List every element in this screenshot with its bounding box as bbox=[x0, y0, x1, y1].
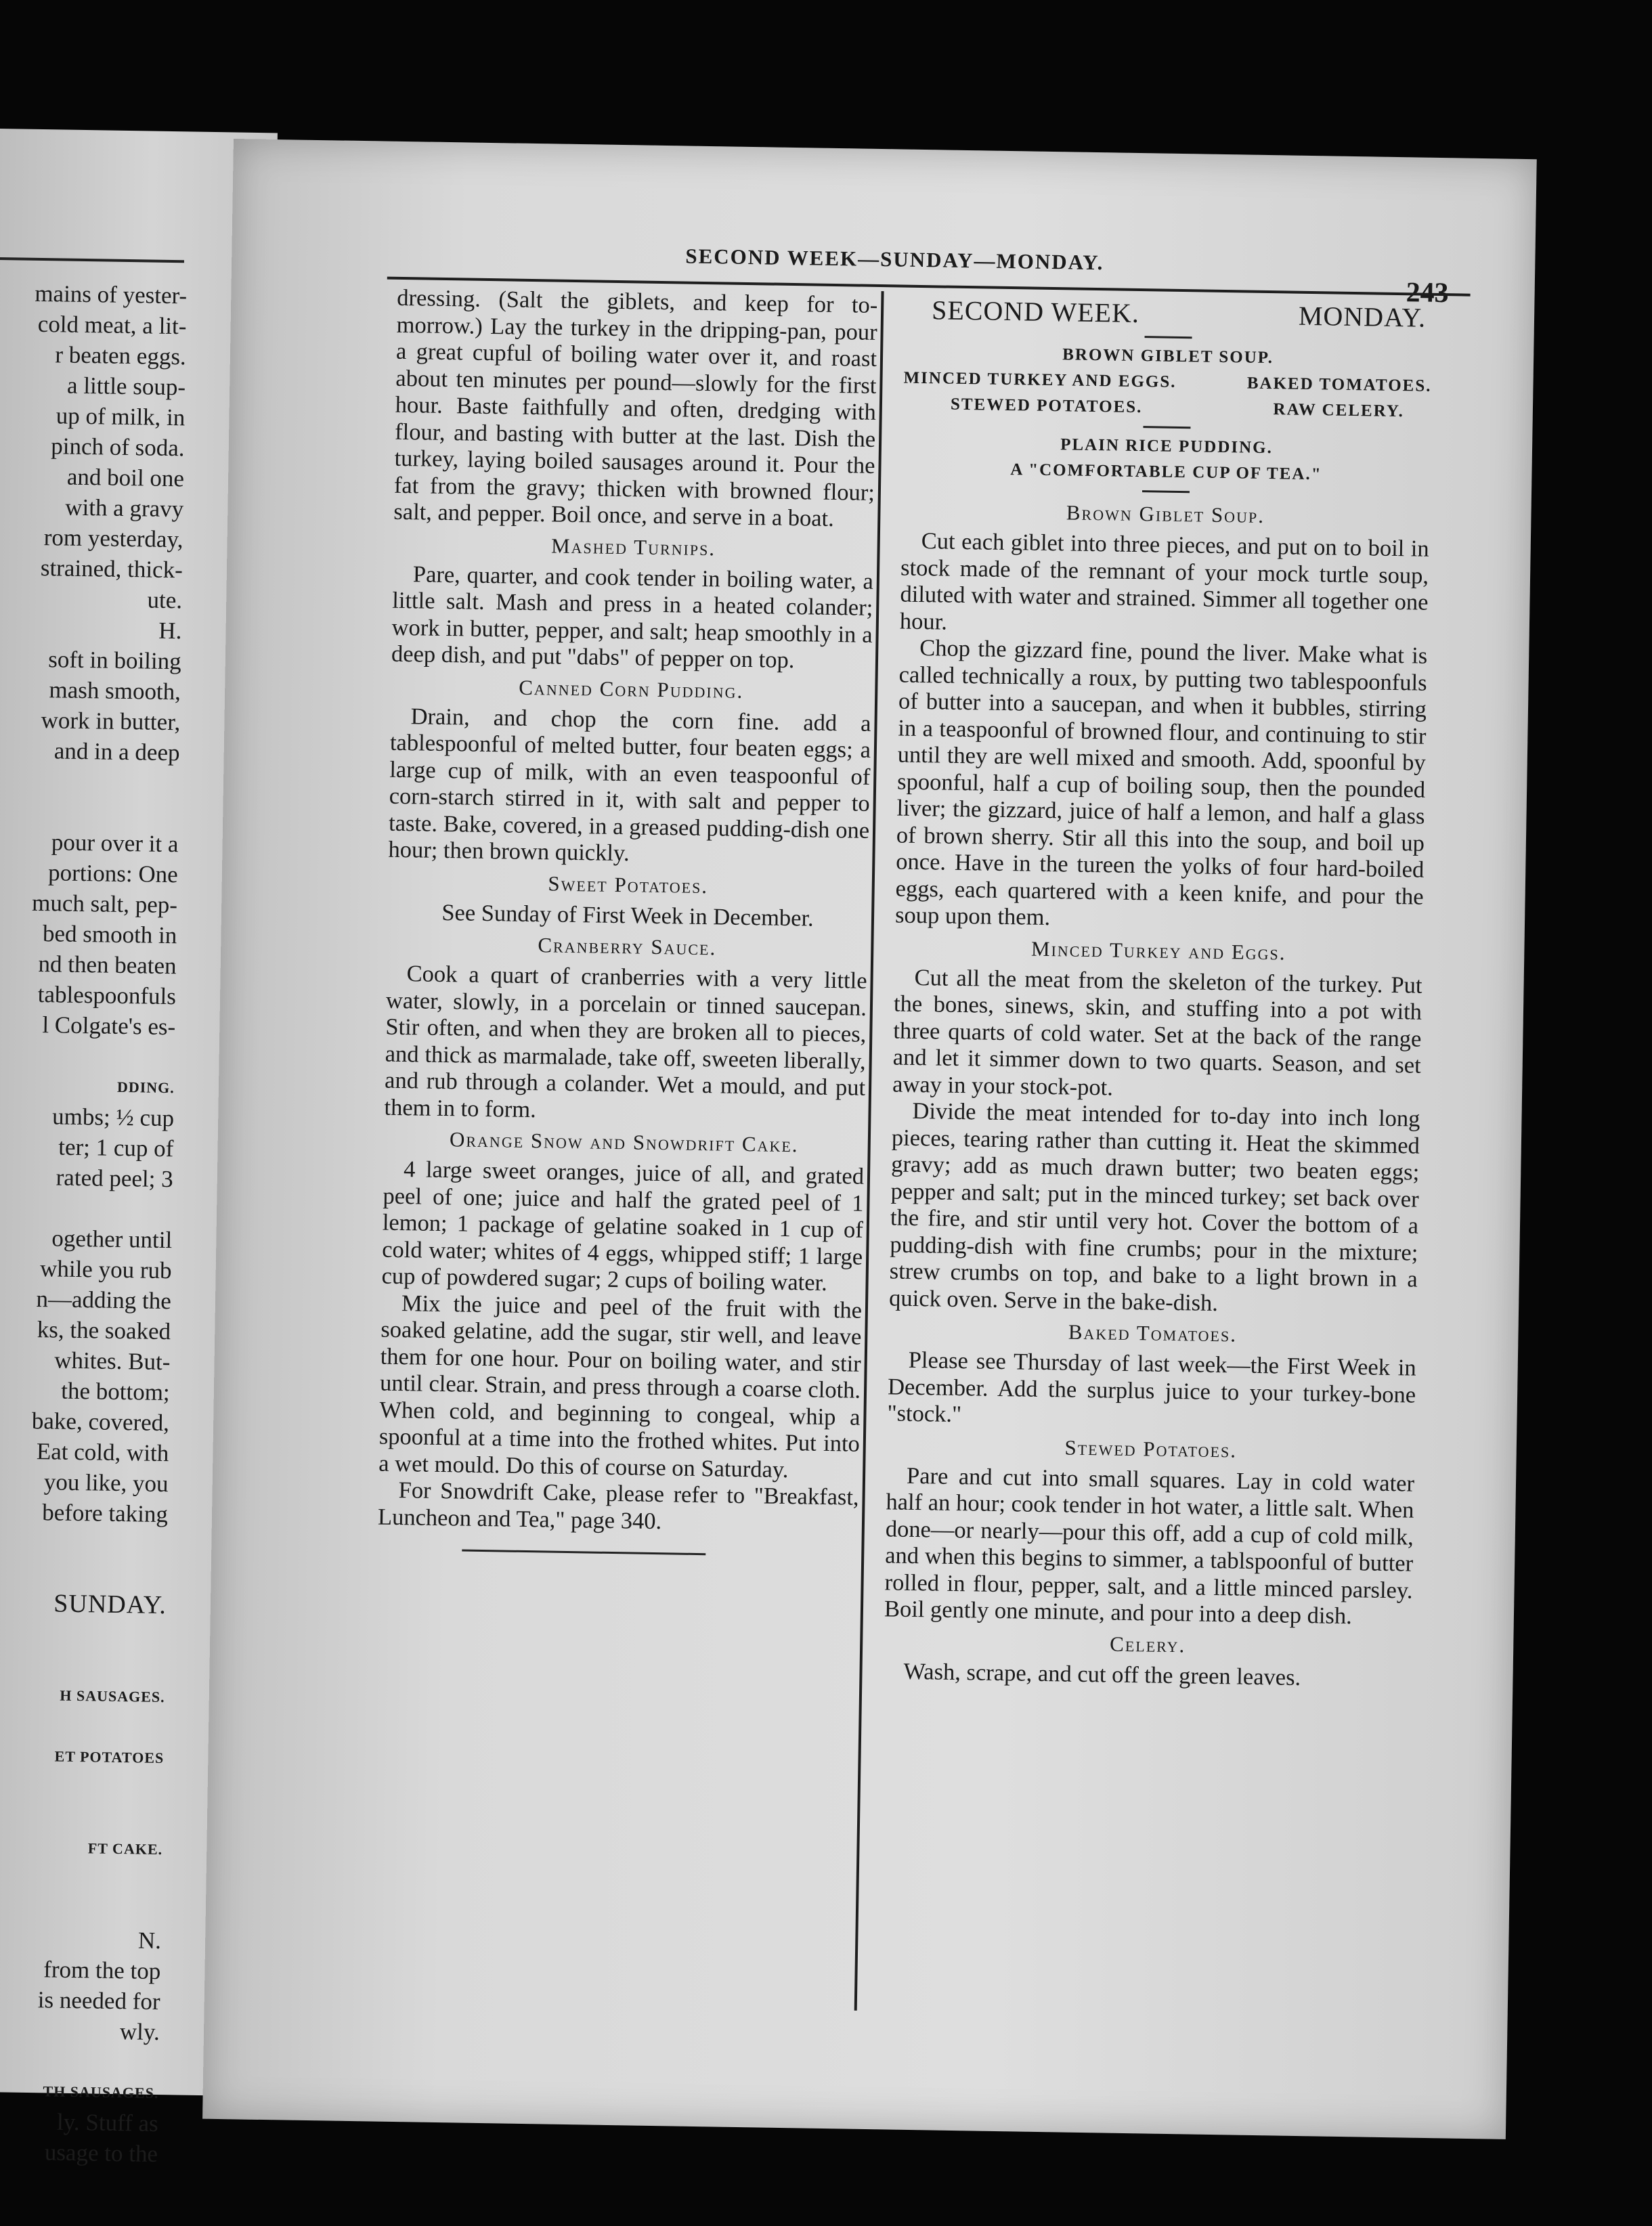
left-page-line: and in a deep bbox=[53, 737, 180, 766]
orange-snow-ingredients: 4 large sweet oranges, juice of all, and grated peel of one; juice and half the grated peel of 1 lemon; 1 package of gelatine soaked in 1 cup of cold water; whites of 4 eggs, whipped stiff; 1 large cup of powdered sugar; 2 cups of boiling water. bbox=[381, 1156, 865, 1296]
left-page-line: portions: One bbox=[47, 859, 179, 888]
left-page-line: H SAUSAGES. bbox=[60, 1686, 165, 1706]
orange-snow-method: Mix the juice and peel of the fruit with the soaked gelatine, add the sugar, stir well, and leave them for one hour. Pour on boiling water, and stir until clear. Strain, and press through a coarse cloth. When cold, and beginning to congeal, whip a spoonful at a time into the frothed whites. Put into a wet mould. Do this of course on Saturday. bbox=[378, 1290, 863, 1483]
left-page-line: rom yesterday, bbox=[43, 524, 183, 553]
left-page-line: before taking bbox=[41, 1499, 169, 1528]
celery-text: Wash, scrape, and cut off the green leaves. bbox=[903, 1658, 1301, 1690]
left-page-line: umbs; ½ cup bbox=[51, 1103, 175, 1132]
left-page-line: with a gravy bbox=[64, 494, 184, 523]
snowdrift-cake-reference: For Snowdrift Cake, please refer to "Breakfast, Luncheon and Tea," page 340. bbox=[377, 1477, 859, 1534]
left-page-line: from the top bbox=[43, 1956, 161, 1985]
week-label: SECOND WEEK. bbox=[931, 294, 1140, 329]
day-label: MONDAY. bbox=[1298, 300, 1427, 333]
left-page-line: l Colgate's es- bbox=[42, 1011, 176, 1041]
left-page-line: ly. Stuff as bbox=[56, 2108, 159, 2137]
baked-tomatoes-text: Please see Thursday of last week—the First Week in December. Add the surplus juice to your turkey-bone "stock." bbox=[887, 1347, 1416, 1428]
left-page-line: H. bbox=[158, 617, 182, 645]
left-page-line bbox=[0, 1556, 167, 1591]
left-page-line: ogether until bbox=[51, 1225, 173, 1254]
mashed-turnips-heading: Mashed Turnips. bbox=[550, 533, 716, 560]
left-page-line bbox=[0, 1190, 173, 1225]
menu-item-baked-tomatoes: BAKED TOMATOES. bbox=[1246, 374, 1432, 395]
left-page-line: ter; 1 cup of bbox=[58, 1133, 174, 1162]
left-page-line: soft in boiling bbox=[47, 646, 181, 675]
left-page-line: r beaten eggs. bbox=[55, 341, 187, 370]
left-page-line: usage to the bbox=[44, 2139, 158, 2168]
left-page-line: mains of yester- bbox=[35, 280, 188, 309]
left-page-line: bed smooth in bbox=[42, 920, 177, 949]
menu-item-stewed-potatoes: STEWED POTATOES. bbox=[950, 395, 1143, 417]
left-page-line: N. bbox=[137, 1927, 162, 1955]
menu-rule-middle bbox=[1143, 426, 1190, 429]
left-page-line bbox=[0, 1799, 163, 1834]
sweet-potatoes-text: See Sunday of First Week in December. bbox=[441, 899, 814, 932]
left-page-line: work in butter, bbox=[41, 707, 181, 736]
left-page-line: you like, you bbox=[43, 1468, 169, 1498]
left-page-line bbox=[0, 1525, 168, 1561]
celery-heading: Celery. bbox=[1109, 1632, 1186, 1657]
minced-turkey-text-2: Divide the meat intended for to-day into inch long pieces, tearing rather than cutting it. Heat the skimmed gravy; add as much drawn butter; two beaten eggs; pepper and salt; put in the minced turkey; set back over the fire, and stir until very hot. Cover the bottom of a pudding-dish with fine crumbs; pour in the mixture; strew crumbs on top, and bake to a light brown in a quick oven. Serve in the bake-dish. bbox=[888, 1097, 1420, 1316]
orange-snow-heading: Orange Snow and Snowdrift Cake. bbox=[449, 1127, 799, 1157]
left-page-line: and boil one bbox=[66, 463, 185, 492]
left-page-line: rated peel; 3 bbox=[56, 1164, 173, 1193]
cranberry-sauce-text: Cook a quart of cranberries with a very little water, slowly, in a porcelain or tinned saucepan. Stir often, and when they are broken all to pieces, and thick as marmalade, take off, sweeten liberally, and rub through a colander. Wet a mould, and put them in to form. bbox=[384, 961, 867, 1122]
left-page-line: ET POTATOES bbox=[54, 1747, 165, 1767]
left-page-line: tablespoonfuls bbox=[37, 981, 177, 1010]
mashed-turnips-text: Pare, quarter, and cook tender in boiling water, a little salt. Mash and press in a heated colander; work in butter, pepper, and salt; heap smoothly in a deep dish, and put "dabs" of pepper on top. bbox=[391, 561, 874, 674]
stewed-potatoes-text: Pare and cut into small squares. Lay in cold water half an hour; cook tender in hot water, a little salt. When done—or nearly—pour this off, add a cup of cold milk, and when this begins to simmer, a tablspoonful of butter rolled in flour, pepper, salt, and a little minced parsley. Boil gently one minute, and pour into a deep dish. bbox=[884, 1462, 1415, 1630]
left-page-line bbox=[0, 1890, 162, 1925]
left-page-line: while you rub bbox=[39, 1255, 172, 1284]
turkey-dressing-text: dressing. (Salt the giblets, and keep for to-morrow.) Lay the turkey in the dripping-pan, pour a great cupful of boiling water over it, and roast about ten minutes per pound—slowly for the first hour. Baste faithfully and often, dredging with flour, and basting with butter at the last. Dish the turkey, laying boiled sausages around it. Pour the fat from the gravy; thicken with browned flour; salt, and pepper. Boil once, and serve in a boat. bbox=[393, 284, 878, 531]
left-page-line: DDING. bbox=[116, 1078, 175, 1097]
main-page bbox=[202, 139, 1537, 2139]
menu-rule-top bbox=[1145, 336, 1192, 339]
left-page-line: mash smooth, bbox=[49, 676, 181, 705]
stewed-potatoes-heading: Stewed Potatoes. bbox=[1064, 1435, 1238, 1462]
left-page-line: ks, the soaked bbox=[37, 1316, 171, 1345]
left-page-line bbox=[0, 1038, 175, 1073]
menu-item-giblet-soup: BROWN GIBLET SOUP. bbox=[1062, 345, 1274, 368]
left-page-line: a little soup- bbox=[66, 372, 186, 401]
left-page-line bbox=[0, 2043, 160, 2078]
left-page-rule bbox=[0, 257, 184, 263]
left-page-line: TH SAUSAGES. bbox=[43, 2082, 159, 2102]
left-page-line: whites. But- bbox=[54, 1347, 171, 1376]
left-page-line: ute. bbox=[147, 586, 183, 614]
menu-item-cup-of-tea: A "COMFORTABLE CUP OF TEA." bbox=[1010, 460, 1322, 484]
giblet-soup-text-2: Chop the gizzard fine, pound the liver. Make what is called technically a roux, by putting two tablespoonfuls of butter into a saucepan, and when it bubbles, stirring in a teaspoonful of browned flour, and continuing to stir until they are well mixed and smooth. Add, spoonful by spoonful, half a cup of boiling soup, then the pounded liver; the gizzard, juice of half a lemon, and half a glass of brown sherry. Stir all this into the soup, and boil up once. Have in the tureen the yolks of four hard-boiled eggs, each quartered with a keen knife, and pour the soup upon them. bbox=[894, 635, 1428, 931]
left-page-line bbox=[0, 1860, 162, 1895]
corn-pudding-heading: Canned Corn Pudding. bbox=[519, 675, 744, 703]
giblet-soup-text-1: Cut each giblet into three pieces, and put on to boil in stock made of the remnant of your mock turtle soup, diluted with water and strained. Simmer all together one hour. bbox=[899, 528, 1430, 635]
column-end-rule bbox=[462, 1550, 705, 1556]
left-page-line: pinch of soda. bbox=[51, 433, 185, 462]
left-page-line: wly. bbox=[119, 2018, 160, 2046]
left-page-line: pour over it a bbox=[51, 829, 179, 858]
left-page-line: nd then beaten bbox=[38, 951, 177, 980]
sweet-potatoes-heading: Sweet Potatoes. bbox=[548, 871, 709, 898]
left-page-line: strained, thick- bbox=[40, 554, 183, 584]
minced-turkey-heading: Minced Turkey and Eggs. bbox=[1030, 936, 1286, 965]
menu-item-raw-celery: RAW CELERY. bbox=[1273, 400, 1405, 421]
left-page-line: SUNDAY. bbox=[53, 1589, 167, 1620]
left-page-line: Eat cold, with bbox=[36, 1438, 169, 1467]
page-number: 243 bbox=[1406, 277, 1449, 309]
left-page-line bbox=[0, 1769, 164, 1804]
left-page-line: n—adding the bbox=[36, 1286, 172, 1315]
left-page-line: FT CAKE. bbox=[87, 1839, 163, 1858]
left-page-line: cold meat, a lit- bbox=[37, 310, 187, 340]
left-page-line: much salt, pep- bbox=[31, 889, 178, 919]
menu-rule-bottom bbox=[1142, 490, 1190, 493]
day-heading bbox=[905, 293, 1433, 335]
giblet-soup-heading: Brown Giblet Soup. bbox=[1066, 500, 1265, 527]
left-page-line bbox=[0, 1708, 165, 1743]
left-page-line: bake, covered, bbox=[31, 1407, 170, 1437]
left-page-line bbox=[0, 1647, 166, 1682]
left-page-line bbox=[0, 1617, 166, 1652]
right-column bbox=[883, 293, 1433, 1693]
left-page-line bbox=[0, 794, 179, 829]
menu-item-minced-turkey: MINCED TURKEY AND EGGS. bbox=[903, 368, 1177, 391]
minced-turkey-text-1: Cut all the meat from the skeleton of the turkey. Put the bones, sinews, skin, and stuffing into a pot with three quarts of cold water. Set at the back of the range and let it simmer down to two quarts. Season, and set away in your stock-pot. bbox=[892, 964, 1422, 1101]
corn-pudding-text: Drain, and chop the corn fine. add a tablespoonful of melted butter, four beaten eggs; a large cup of milk, with an even teaspoonful of corn-starch stirred in it, with salt and pepper to taste. Bake, covered, in a greased pudding-dish one hour; then brown quickly. bbox=[388, 703, 871, 867]
left-page-text bbox=[0, 276, 188, 2169]
cranberry-sauce-heading: Cranberry Sauce. bbox=[538, 933, 717, 960]
menu-item-rice-pudding: PLAIN RICE PUDDING. bbox=[1060, 435, 1274, 458]
left-page-line: is needed for bbox=[37, 1986, 160, 2015]
left-page-line: up of milk, in bbox=[56, 402, 186, 431]
running-head: SECOND WEEK—SUNDAY—MONDAY. bbox=[685, 244, 1104, 275]
left-page-line bbox=[0, 764, 179, 799]
left-page-line: the bottom; bbox=[61, 1377, 171, 1406]
left-column bbox=[377, 285, 877, 1558]
baked-tomatoes-heading: Baked Tomatoes. bbox=[1068, 1319, 1238, 1347]
